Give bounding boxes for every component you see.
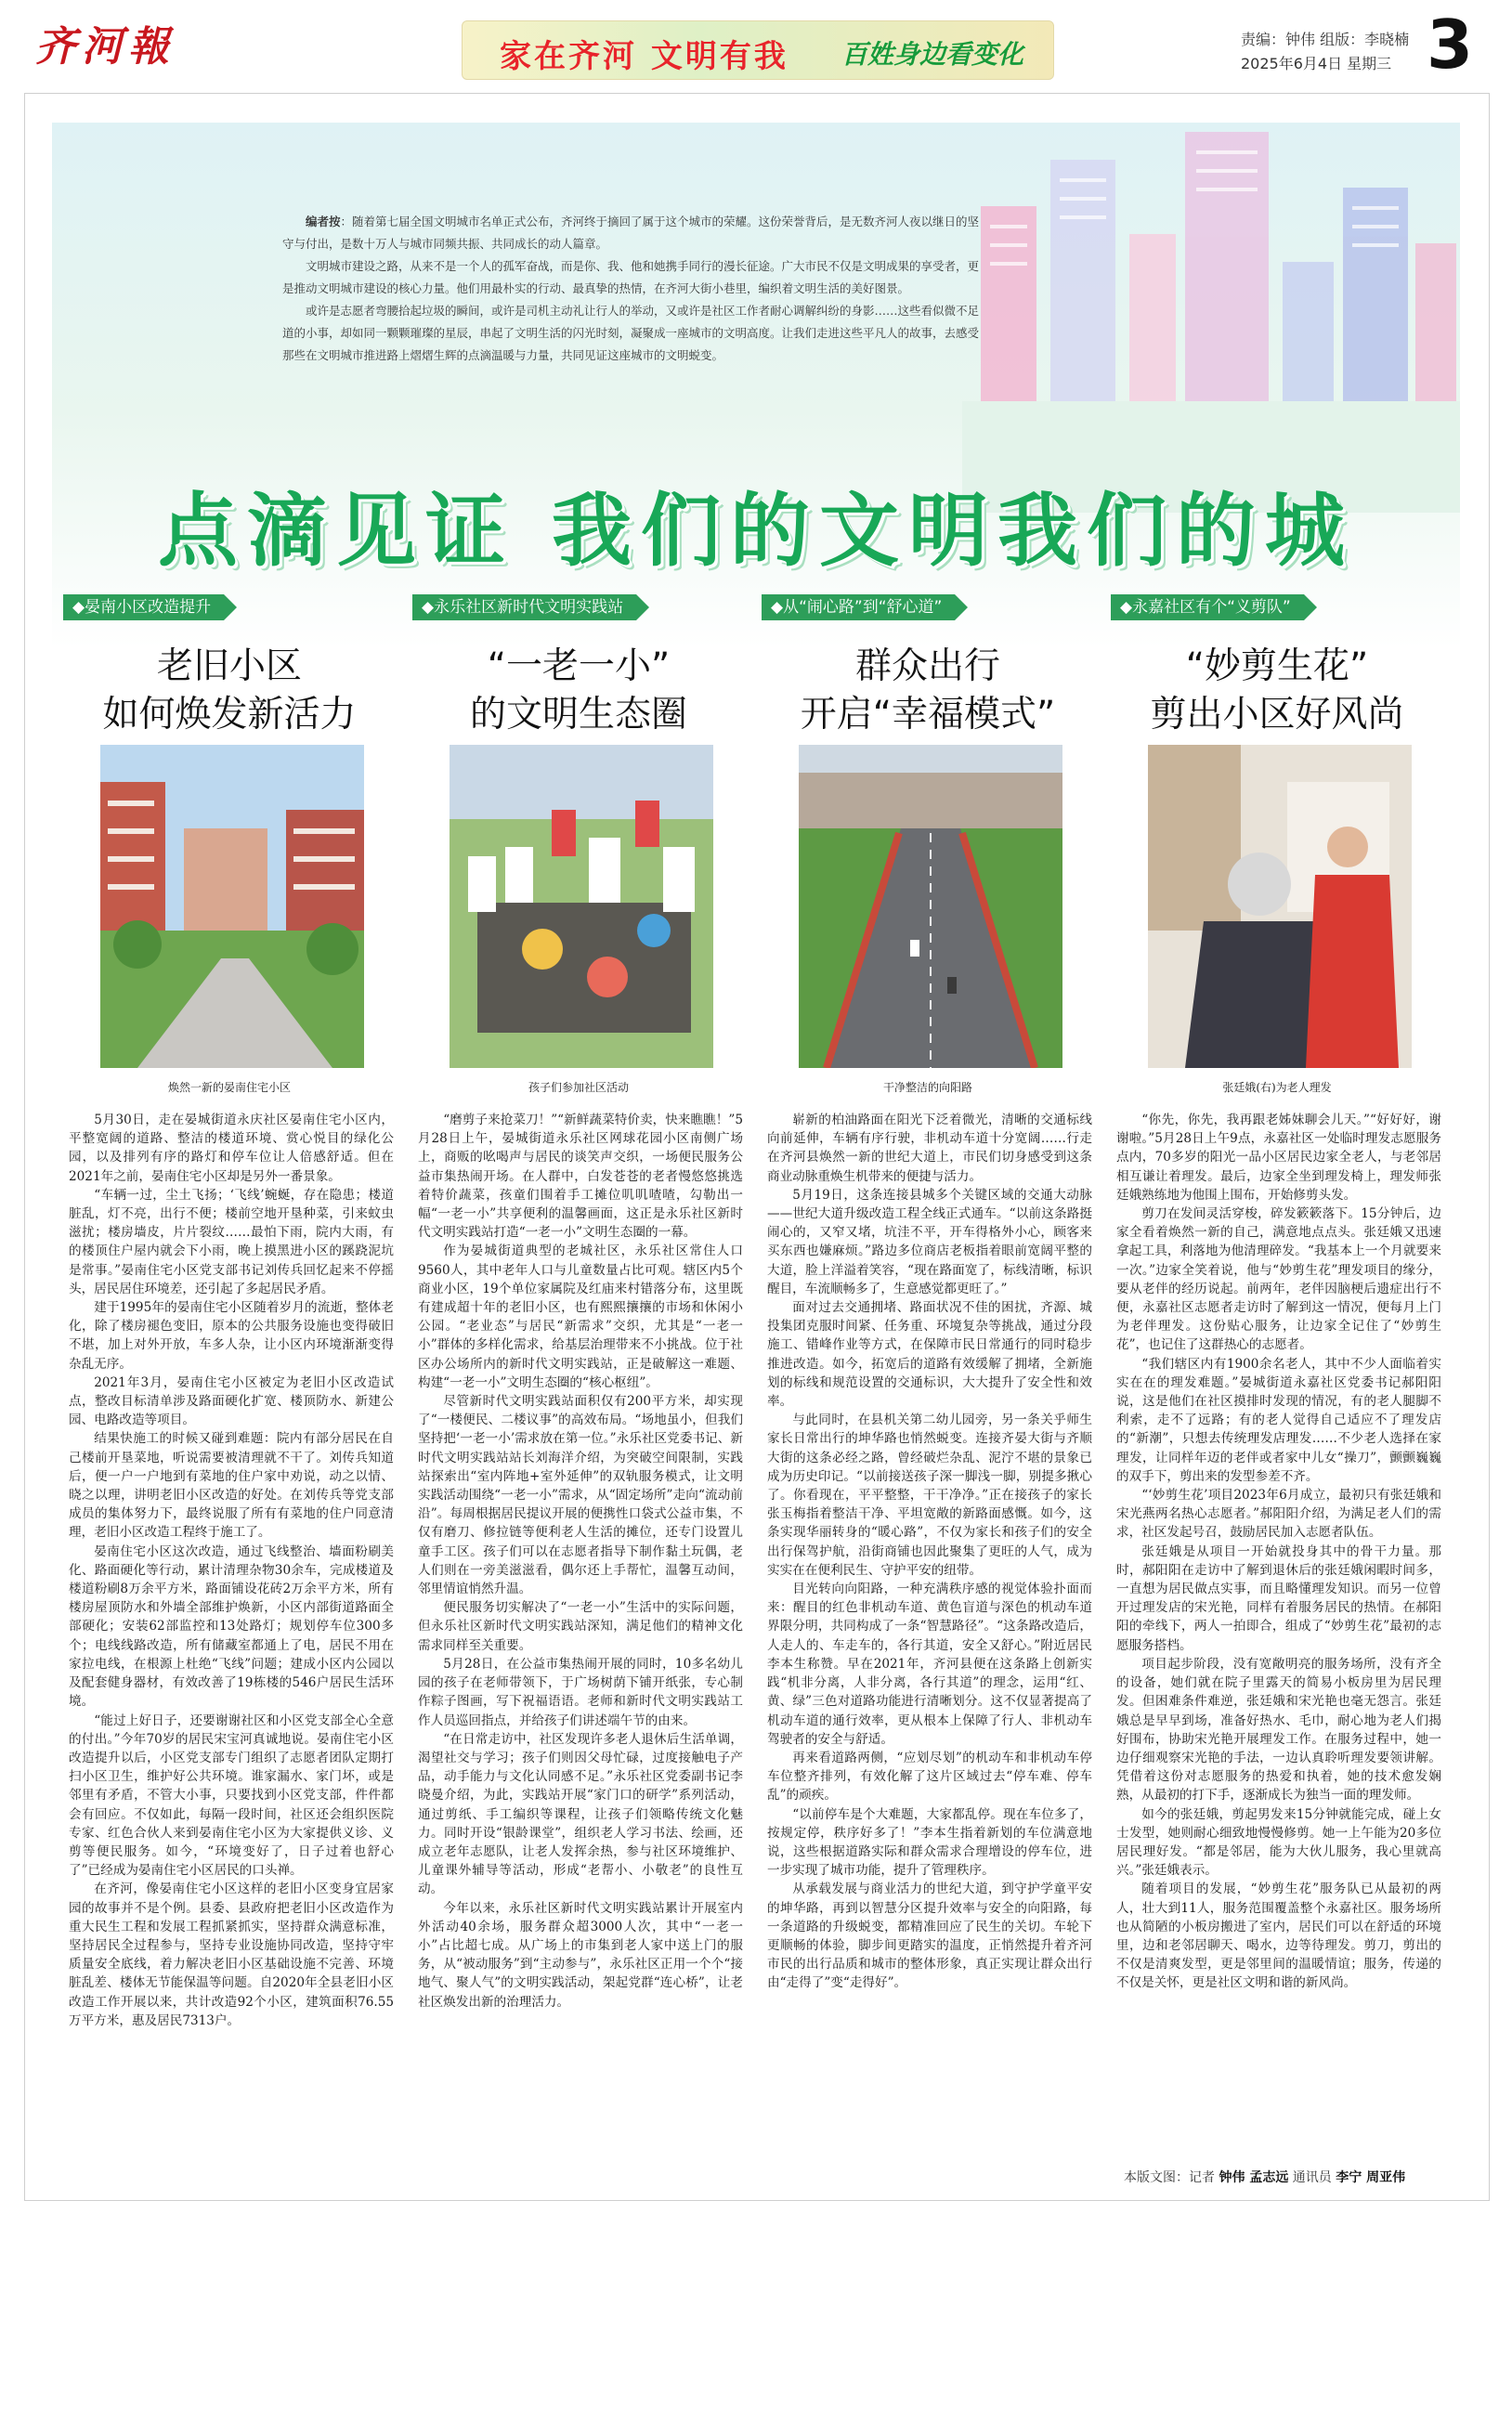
credit-label-2: 通讯员 <box>1288 2170 1336 2185</box>
city-skyline-illustration <box>962 123 1460 513</box>
article-title <box>405 643 752 739</box>
masthead <box>0 0 1512 89</box>
paragraph: “以前停车是个大难题，大家都乱停。现在车位多了，按规定停，秩序好多了！”李本生指着新划的车位满意地说，这些根据道路实际和群众需求合理增设的停车位，进一步实现了城市功能，提升了管理秩序。 <box>767 1806 1092 1879</box>
page-credit <box>1124 2168 1405 2186</box>
article-title <box>1103 643 1451 739</box>
photo-caption: 干净整洁的向阳路 <box>882 1081 972 1094</box>
paragraph: 面对过去交通拥堵、路面状况不佳的困扰，齐源、城投集团克服时间紧、任务重、环境复杂等挑战，通过分段施工、错峰作业等方式，在保障市民日常通行的同时稳步推进改造。如今，拓宽后的道路有效缓解了拥堵，全新施划的标线和规范设置的交通标识，大大提升了安全性和效率。 <box>767 1300 1092 1410</box>
article-body <box>69 1111 394 2435</box>
editor-note-p1: ：随着第七届全国文明城市名单正式公布，齐河终于摘回了属于这个城市的荣耀。这份荣誉背后，是无数齐河人夜以继日的坚守与付出，是数十万人与城市同频共振、共同成长的动人篇章。 <box>282 215 980 251</box>
article-title-line2: 开启“幸福模式” <box>800 694 1056 736</box>
article-tag: ◆永乐社区新时代文明实践站 <box>412 594 636 620</box>
paragraph: 今年以来，永乐社区新时代文明实践站累计开展室内外活动40余场，服务群众超3000人次，其中“一老一小”占比超七成。从广场上的市集到老人家中送上门的服务，从“被动服务”到“主动参与”，永乐社区正用一个个“接地气、聚人气”的文明实践活动，架起党群“连心桥”，让老社区焕发出新的治理活力。 <box>418 1900 743 2010</box>
paragraph: “‘妙剪生花’项目2023年6月成立，最初只有张廷娥和宋光燕两名热心志愿者。”郝阳阳介绍，为满足老人们的需求，社区发起号召，鼓励居民加入志愿者队伍。 <box>1116 1488 1441 1541</box>
road-aerial-photo <box>799 745 1062 1068</box>
paragraph: 尽管新时代文明实践站面积仅有200平方米，却实现了“一楼便民、二楼议事”的高效布局。“场地虽小，但我们坚持把‘一老一小’需求放在第一位。”永乐社区党委书记、新时代文明实践站站长刘海洋介绍，为突破空间限制，实践站探索出“室内阵地+室外延伸”的双轨服务模式，让文明实践活动围绕“一老一小”需求，从“固定场所”走向“流动前沿”。每周根据居民提议开展的便携性口袋式公益市集，不仅有磨刀、修拉链等便利老人生活的摊位，还专门设置儿童手工区。孩子们可以在志愿者指导下制作黏土玩偶，老人们则在一旁美滋滋看，偶尔还上手帮忙，温馨互动间，邻里情谊悄然升温。 <box>418 1394 743 1597</box>
paragraph: 项目起步阶段，没有宽敞明亮的服务场所，没有齐全的设备，她们就在院子里露天的简易小板房里为居民理发。但困难条件难逆，张廷娥和宋光艳也毫无怨言。张廷娥总是早早到场，准备好热水、毛巾，耐心地为老人们揭好围布，协助宋光艳开展理发工作。在服务过程中，她一边仔细观察宋光艳的手法，一边认真聆听理发要领讲解。凭借着这份对志愿服务的热爱和执着，她的技术愈发娴熟，从最初的打下手，逐渐成长为独当一面的理发师。 <box>1116 1656 1441 1803</box>
paragraph: 从承载发展与商业活力的世纪大道，到守护学童平安的坤华路，再到以智慧分区提升效率与安全的向阳路，每一条道路的升级蜕变，都精准回应了民生的关切。车轮下更顺畅的体验，脚步间更踏实的温度，正悄然提升着齐河市民的出行品质和城市的整体形象，真正实现让群众出行由“走得了”变“走得好”。 <box>767 1882 1092 1991</box>
main-headline: 点滴见证 我们的文明我们的城 <box>158 485 1354 578</box>
editor-note-lead: 编者按 <box>306 215 341 228</box>
paragraph: 2021年3月，晏南住宅小区被定为老旧小区改造试点，整改目标清单涉及路面硬化扩宽、楼顶防水、新建公园、电路改造等项目。 <box>69 1374 394 1428</box>
banner-sub-text: 百姓身边看变化 <box>841 39 1024 70</box>
paragraph: 与此同时，在县机关第二幼儿园旁，另一条关乎师生家长日常出行的坤华路也悄然蜕变。连接齐晏大街与齐顺大街的这条必经之路，曾经破烂杂乱、泥泞不堪的景象已成为历史印记。“以前接送孩子深一脚浅一脚，别提多揪心了。你看现在，平平整整，干干净净。”正在接孩子的家长张玉梅指着整洁干净、平坦宽敞的新路面感慨。如今，这条实现华丽转身的“暖心路”，不仅为家长和孩子们的安全出行保驾护航，沿街商铺也因此聚集了更旺的人气，成为实实在在便利民生、守护平安的纽带。 <box>767 1413 1092 1578</box>
article-title-line1: “一老一小” <box>487 645 671 687</box>
article-tag: ◆永嘉社区有个“义剪队” <box>1111 594 1304 620</box>
paragraph: 作为晏城街道典型的老城社区，永乐社区常住人口9560人，其中老年人口与儿童数量占比可观。辖区内5个商业小区，19个单位家属院及红庙来村错落分布，这里既有建成超十年的老旧小区，也有熙熙攘攘的市场和休闲小公园。“老业态”与居民“新需求”交织，尤其是“一老一小”群体的多样化需求，给基层治理带来不小挑战。位于社区办公场所内的新时代文明实践站，正是破解这一难题、构建“一老一小”文明生态圈的“核心枢纽”。 <box>418 1244 743 1390</box>
paragraph: 目光转向向阳路，一种充满秩序感的视觉体验扑面而来：醒目的红色非机动车道、黄色盲道与深色的机动车道界限分明，共同构成了一条“智慧路径”。“这条路改造后，人走人的、车走车的，各行其道，安全又舒心。”附近居民李本生称赞。早在2021年，齐河县便在这条路上创新实践“机非分离，人非分离，各行其道”的理念，运用“红、黄、绿”三色对道路功能进行清晰划分。这不仅显著提高了机动车道的通行效率，更从根本上保障了行人、非机动车驾驶者的安全与舒适。 <box>767 1582 1092 1747</box>
paragraph: 5月28日，在公益市集热闹开展的同时，10多名幼儿园的孩子在老师带领下，于广场树荫下铺开纸张，专心制作粽子图画，写下祝福语语。老师和新时代文明实践站工作人员巡回指点，并给孩子们讲述端午节的由来。 <box>418 1656 743 1728</box>
paragraph: 随着项目的发展，“妙剪生花”服务队已从最初的两人，壮大到11人，服务范围覆盖整个永嘉社区。服务场所也从简陋的小板房搬进了室内，居民们可以在舒适的环境里，边和老邻居聊天、喝水，边等待理发。剪刀，剪出的不仅是清爽发型，更是邻里间的温暖情谊；服务，传递的不仅是关怀，更是社区文明和谐的新风尚。 <box>1116 1882 1441 1991</box>
article-body <box>1116 1111 1441 2435</box>
residential-complex-photo <box>100 745 364 1068</box>
editor-note-p2: 文明城市建设之路，从来不是一个人的孤军奋战，而是你、我、他和她携手同行的漫长征途。广大市民不仅是文明成果的享受者，更是推动文明城市建设的核心力量。他们用最朴实的行动、最真挚的热情，在齐河大街小巷里，编织着文明生活的美好图景。 <box>282 259 980 295</box>
article-title-line2: 如何焕发新活力 <box>102 694 357 736</box>
editor-line: 责编：钟伟 组版：李晓楠 <box>1241 31 1410 48</box>
children-activity-photo <box>450 745 713 1068</box>
article-title-line2: 剪出小区好风尚 <box>1150 694 1404 736</box>
paragraph: 剪刀在发间灵活穿梭，碎发簌簌落下。15分钟后，边家全看着焕然一新的自己，满意地点点头。张廷娥又迅速拿起工具，利落地为他清理碎发。“我基本上一个月就要来一次。”边家全笑着说，他与“妙剪生花”理发项目的缘分，要从老伴的经历说起。前两年，老伴因脑梗后遗症出行不便，永嘉社区志愿者走访时了解到这一情况，便每月上门为老伴理发。这份贴心服务，让边家全记住了“妙剪生花”，也记住了这群热心的志愿者。 <box>1116 1206 1441 1353</box>
paragraph: “能过上好日子，还要谢谢社区和小区党支部全心全意的付出。”今年70岁的居民宋宝河真诚地说。晏南住宅小区改造提升以后，小区党支部专门组织了志愿者团队定期打扫小区卫生，维护好公共环境。谁家漏水、家门坏，或是邻里有矛盾，不管大小事，只要找到小区党支部，件件都会有回应。不仅如此，每隔一段时间，社区还会组织医院专家、红色合伙人来到晏南住宅小区为大家提供义诊、义剪等便民服务。如今，“环境变好了，日子过着也舒心了”已经成为晏南住宅小区居民的口头禅。 <box>69 1712 394 1879</box>
paragraph: 崭新的柏油路面在阳光下泛着微光，清晰的交通标线向前延伸，车辆有序行驶，非机动车道十分宽阔……行走在齐河县焕然一新的世纪大道上，市民们切身感受到这条商业动脉重焕生机带来的便捷与活力。 <box>767 1113 1092 1184</box>
paragraph: 晏南住宅小区这次改造，通过飞线整治、墙面粉刷美化、路面硬化等行动，累计清理杂物30余车，完成楼道及楼道粉刷8万余平方米，路面铺设花砖2万余平方米，所有楼房屋顶防水和外墙全部维护焕新，小区内部街道路面全部硬化；安装62部监控和13处路灯；规划停车位300多个；电线线路改造，所有储藏室都通上了电，居民不用在家拉电线，在根源上杜绝“飞线”问题；建成小区内公园以及配套健身器材，有效改善了19栋楼的546户居民生活环境。 <box>69 1543 394 1710</box>
photo-caption: 张廷娥(右)为老人理发 <box>1222 1081 1332 1094</box>
hero-section <box>52 123 1460 648</box>
paragraph: 5月30日，走在晏城街道永庆社区晏南住宅小区内，平整宽阔的道路、整洁的楼道环境、赏心悦目的绿化公园，以及排列有序的路灯和停车位让人倍感舒适。但在2021年之前，晏南住宅小区却是另外一番景象。 <box>69 1113 394 1184</box>
paragraph: “磨剪子来抢菜刀！”“新鲜蔬菜特价卖，快来瞧瞧！”5月28日上午，晏城街道永乐社区网球花园小区南侧广场上，商贩的吆喝声与居民的谈笑声交织，一场便民服务公益市集热闹开场。在人群中，白发苍苍的老者慢悠悠挑选着特价蔬菜，孩童们围着手工摊位叽叽喳喳，勾勒出一幅“一老一小”共享便利的温馨画面，这正是永乐社区新时代文明实践站打造“一老一小”文明生态圈的一幕。 <box>418 1113 743 1241</box>
paragraph: 再来看道路两侧，“应划尽划”的机动车和非机动车停车位整齐排列，有效化解了这片区域过去“停车难、停车乱”的顽疾。 <box>767 1750 1092 1803</box>
paragraph: “在日常走访中，社区发现许多老人退休后生活单调，渴望社交与学习；孩子们则因父母忙碌，过度接触电子产品，动手能力与文化认同感不足。”永乐社区党委副书记李晓曼介绍，为此，实践站开展“家门口的研学”系列活动，通过剪纸、手工编织等课程，让孩子们领略传统文化魅力。同时开设“银龄课堂”，组织老人学习书法、绘画，还成立老年志愿队，让老人发挥余热，参与社区环境维护、儿童课外辅导等活动，形成“老帮小、小敬老”的良性互动。 <box>418 1731 743 1897</box>
section-banner <box>462 20 1054 80</box>
credit-label: 本版文图：记者 <box>1124 2170 1219 2185</box>
article-title <box>56 643 403 739</box>
article-tag: ◆晏南小区改造提升 <box>63 594 224 620</box>
photo-caption: 孩子们参加社区活动 <box>528 1081 629 1094</box>
article-title-line1: “妙剪生花” <box>1185 645 1369 687</box>
paragraph: “你先，你先，我再跟老姊妹聊会儿天。”“好好好，谢谢啦。”5月28日上午9点，永嘉社区一处临时理发志愿服务点内，70多岁的阳光一品小区居民边家全老人，与老邻居相互谦让着理发。最后，边家全坐到理发椅上，理发师张廷娥熟练地为他围上围布，开始修剪头发。 <box>1116 1113 1441 1203</box>
haircut-photo <box>1148 745 1412 1068</box>
paragraph: 张廷娥是从项目一开始就投身其中的骨干力量。那时，郝阳阳在走访中了解到退休后的张廷娥闲暇时间多，一直想为居民做点实事，而且略懂理发知识。而另一位曾开过理发店的宋光艳，同样有着服务居民的热情。在郝阳阳的牵线下，两人一拍即合，组成了“妙剪生花”最初的志愿服务搭档。 <box>1116 1543 1441 1653</box>
page-number: 3 <box>1427 6 1474 84</box>
article-title <box>754 643 1101 739</box>
paragraph: 建于1995年的晏南住宅小区随着岁月的流逝，整体老化，除了楼房褪色变旧，原本的公共服务设施也变得破旧不堪，加上对外开放，车多人杂，让小区内环境渐渐变得杂乱无序。 <box>69 1300 394 1372</box>
editor-note-p3: 或许是志愿者弯腰拾起垃圾的瞬间，或许是司机主动礼让行人的举动，又或许是社区工作者耐心调解纠纷的身影……这些看似微不足道的小事，却如同一颗颗璀璨的星辰，串起了文明生活的闪光时刻，凝聚成一座城市的文明高度。让我们走进这些平凡人的故事，去感受那些在文明城市推进路上熠熠生辉的点滴温暖与力量，共同见证这座城市的文明蜕变。 <box>282 304 980 362</box>
editor-note <box>282 211 988 367</box>
banner-main-text: 家在齐河 文明有我 <box>500 38 789 75</box>
credit-reporters: 钟伟 孟志远 <box>1219 2170 1289 2185</box>
article-tag: ◆从“闹心路”到“舒心道” <box>762 594 955 620</box>
paragraph: 在齐河，像晏南住宅小区这样的老旧小区变身宜居家园的故事并不是个例。县委、县政府把老旧小区改造作为重大民生工程和发展工程抓紧抓实，坚持群众满意标准，坚持居民全过程参与，坚持专业设施协同改造，坚持守牢质量安全底线，着力解决老旧小区基础设施不完善、环境脏乱差、楼体无节能保温等问题。自2020年全县老旧小区改造工作开展以来，共计改造92个小区，建筑面积76.55万平方米，惠及居民7313户。 <box>69 1882 394 2028</box>
article-body <box>767 1111 1092 2435</box>
credit-correspondents: 李宁 周亚伟 <box>1336 2170 1406 2185</box>
paragraph: 便民服务切实解决了“一老一小”生活中的实际问题，但永乐社区新时代文明实践站深知，满足他们的精神文化需求同样至关重要。 <box>418 1600 743 1653</box>
newspaper-logo: 齐河報 <box>35 23 175 71</box>
photo-caption: 焕然一新的晏南住宅小区 <box>167 1081 291 1094</box>
date-line: 2025年6月4日 星期三 <box>1241 55 1392 72</box>
paragraph: 5月19日，这条连接县城多个关键区域的交通大动脉——世纪大道升级改造工程全线正式通车。“以前这条路挺闹心的，又窄又堵，坑洼不平，开车得格外小心，顾客来买东西也嫌麻烦。”路边多位商店老板指着眼前宽阔平整的大道，脸上洋溢着笑容，“现在路面宽了，标线清晰，标识醒目，车流顺畅多了，生意感觉都更旺了。” <box>767 1187 1092 1296</box>
paragraph: 如今的张廷娥，剪起男发来15分钟就能完成，碰上女士发型，她则耐心细致地慢慢修剪。她一上午能为20多位居民理好发。“都是邻居，能为大伙儿服务，我心里就高兴。”张廷娥表示。 <box>1116 1806 1441 1879</box>
article-title-line1: 群众出行 <box>854 645 1000 687</box>
paragraph: 结果快施工的时候又碰到难题：院内有部分居民在自己楼前开垦菜地，听说需要被清理就不干了。刘传兵知道后，便一户一户地到有菜地的住户家中劝说，动之以情、晓之以理，讲明老旧小区改造的好处。在刘传兵等党支部成员的集体努力下，最终说服了所有有菜地的住户同意清理，老旧小区改造工程终于施工了。 <box>69 1431 394 1541</box>
paragraph: “车辆一过，尘土飞扬；‘飞线’蜿蜒，存在隐患；楼道脏乱，灯不亮，出行不便；楼前空地开垦种菜，引来蚊虫滋扰；楼房墙皮，片片裂纹……最怕下雨，院内大雨，有的楼顶住户屋内就会下小雨，晚上摸黑进小区的蹊跷泥坑是常事。”晏南住宅小区党支部书记刘传兵回忆起来不停摇头，居民居住环境差，还引起了多起居民矛盾。 <box>69 1187 394 1296</box>
paragraph: “我们辖区内有1900余名老人，其中不少人面临着实实在在的理发难题。”晏城街道永嘉社区党委书记郝阳阳说，这是他们在社区摸排时发现的情况，有的老人腿脚不利索，走不了远路；有的老人觉得自己适应不了理发店的“新潮”，只想去传统理发店理发……不少老人选择在家理发，让同样年迈的老伴或者家中儿女“操刀”，颤颤巍巍的双手下，剪出来的发型参差不齐。 <box>1116 1356 1441 1484</box>
article-body <box>418 1111 743 2435</box>
article-title-line1: 老旧小区 <box>156 645 302 687</box>
article-title-line2: 的文明生态圈 <box>469 694 687 736</box>
